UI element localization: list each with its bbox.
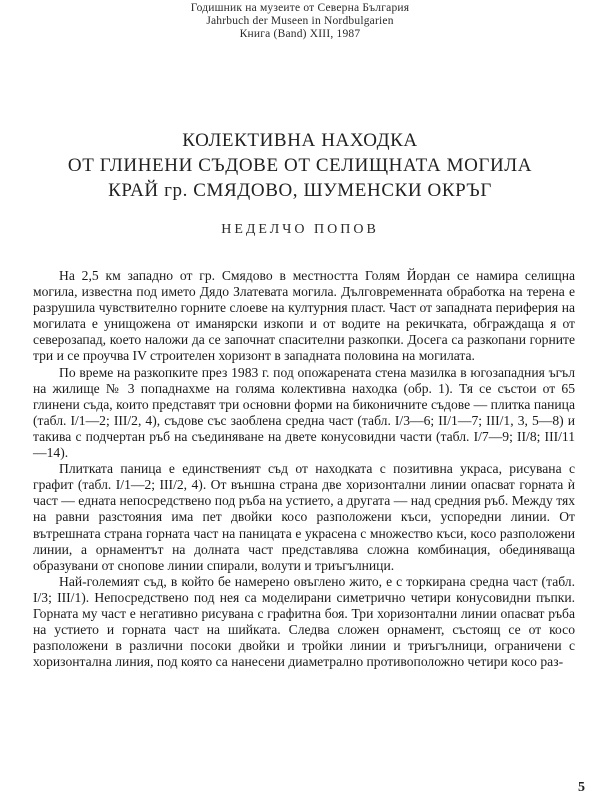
article-author: НЕДЕЛЧО ПОПОВ: [221, 222, 379, 237]
article-title-line-2: ОТ ГЛИНЕНИ СЪДОВЕ ОТ СЕЛИЩНАТА МОГИЛА: [67, 155, 533, 176]
article-body: [33, 268, 575, 670]
body-paragraph-1: На 2,5 км западно от гр. Смядово в местността Голям Йордан се намира селищна могила, известна под името Дядо Златевата могила. Дълговременната обработка на терена е разрушила чувствително горните слоеве на културния пласт. Част от западната периферия на могилата е унищожена от иманярски изкопи и от водите на рекичката, обграждаща я от северозапад, което наложи да се започнат спасителни разкопки. Досега са разкопани горните три и се проучва IV строителен хоризонт в западната половина на могилата.: [33, 268, 575, 364]
body-paragraph-3: Плитката паница е единственият съд от находката с позитивна украса, рисувана с графит (табл. I/1—2; III/2, 4). От външна страна две хоризонтални линии опасват горната ѝ част — едната непосредствено под ръба на устието, а другата — над средния ръб. Между тях на равни разстояния има пет двойки косо разположени къси, успоредни линии. От вътрешната страна горната част на паницата е украсена с множество къси, косо разположени линии, а орнаментът на долната част представлява сложна комбинация, обединяваща образувани от снопове линии спирали, волути и триъгълници.: [33, 461, 575, 573]
journal-header: [0, 2, 600, 41]
article-title-line-1: КОЛЕКТИВНА НАХОДКА: [182, 130, 418, 151]
body-paragraph-4: Най-големият съд, в който бе намерено овъглено жито, е с торкирана средна част (табл. I/3; III/1). Непосредствено под нея са моделирани симетрично четири конусовидни пъпки. Горната му част е негативно рисувана с графитна боя. Три хоризонтални линии опасват ръба на устието и горната част на шийката. Следва сложен орнамент, състоящ се от косо разположени в различни посоки двойки и тройки линии и триъгълници, ограничени с хоризонтална линия, под която са нанесени диаметрално противоположно четири косо раз-: [33, 573, 575, 670]
body-paragraph-2: По време на разкопките през 1983 г. под опожарената стена мазилка в югозападния ъгъл на жилище № 3 попаднахме на голяма колективна находка (обр. 1). Тя се състои от 65 глинени съда, които представят три основни форми на биконичните съдове — плитка паница (табл. I/1—2; III/2, 4), съдове със заоблена средна част (табл. I/3—6; II/1—7; III/1, 3, 5—8) и такива с подчертан ръб на съединяване на двете конусовидни части (табл. I/7—9; II/8; III/11—14).: [33, 364, 575, 461]
page-number: 5: [578, 780, 585, 795]
journal-header-volume: Книга (Band) XIII, 1987: [239, 28, 361, 40]
article-title: [40, 128, 560, 203]
journal-header-german: Jahrbuch der Museen in Nordbulgarien: [206, 15, 394, 27]
journal-header-bulgarian: Годишник на музеите от Северна България: [190, 2, 410, 14]
article-title-line-3: КРАЙ гр. СМЯДОВО, ШУМЕНСКИ ОКРЪГ: [108, 180, 492, 201]
